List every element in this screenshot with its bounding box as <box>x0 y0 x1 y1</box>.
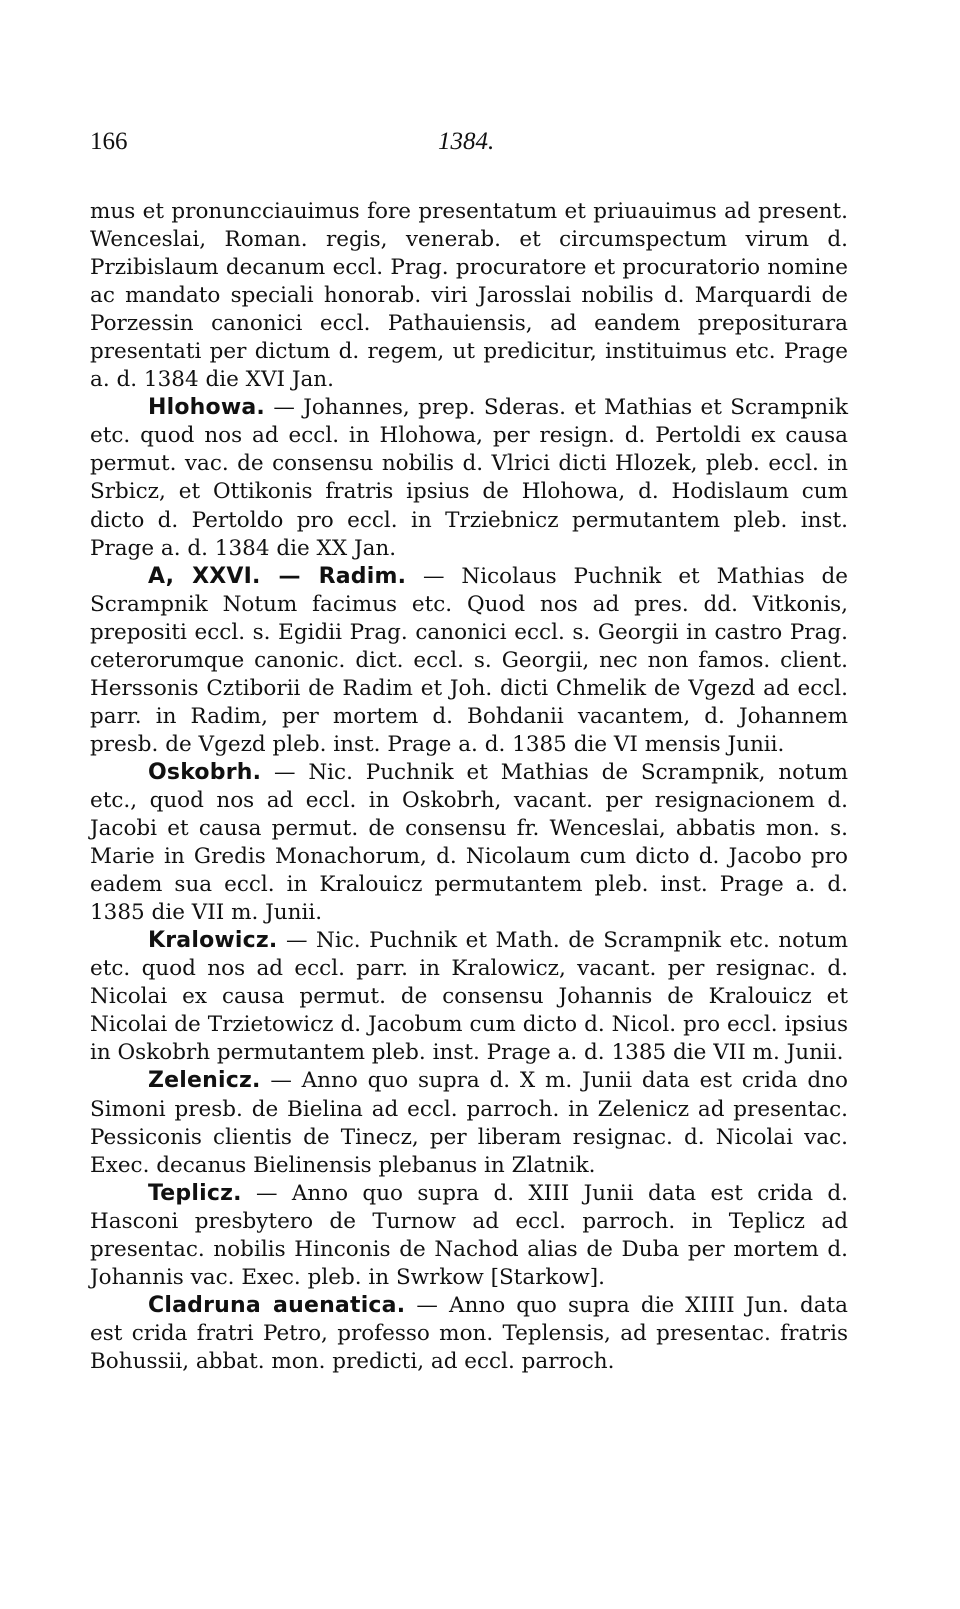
entry-radim <box>90 563 848 759</box>
entry-heading: Hlohowa. <box>148 395 265 421</box>
entry-heading: Zelenicz. <box>148 1068 261 1094</box>
entry-oskobrh <box>90 759 848 927</box>
body-text <box>90 198 848 1376</box>
running-title-year: 1384. <box>438 128 495 155</box>
entry-text: — Nicolaus Puchnik et Mathias de Scrampnik Notum facimus etc. Quod nos ad pres. dd. Vitkonis, prepositi eccl. s. Egidii Prag. canonici eccl. s. Georgii in castro Prag. ceterorumque canonic. dict. eccl. s. Georgii, nec non famos. client. Herssonis Cztiborii de Radim et Joh. dicti Chmelik de Vgezd ad eccl. parr. in Radim, per mortem d. Bohdanii vacantem, d. Johannem presb. de Vgezd pleb. inst. Prage a. d. 1385 die VI mensis Junii. <box>90 563 848 757</box>
entry-teplicz <box>90 1180 848 1292</box>
entry-heading: A, XXVI. — Radim. <box>148 563 407 589</box>
paragraph-continuation <box>90 198 848 394</box>
entry-heading: Cladruna auenatica. <box>148 1292 406 1318</box>
entry-kralowicz <box>90 927 848 1067</box>
entry-heading: Kralowicz. <box>148 928 278 954</box>
entry-heading: Teplicz. <box>148 1180 242 1206</box>
entry-zelenicz <box>90 1067 848 1179</box>
entry-hlohowa <box>90 394 848 562</box>
page-number: 166 <box>90 128 128 155</box>
entry-text: — Nic. Puchnik et Math. de Scrampnik etc. notum etc. quod nos ad eccl. parr. in Kralowicz, vacant. per resignac. d. Nicolai ex causa permut. de consensu Johannis de Kralouicz et Nicolai de Trzietowicz d. Jacobum cum dicto d. Nicol. pro eccl. ipsius in Oskobrh permutantem pleb. inst. Prage a. d. 1385 die VII m. Junii. <box>90 928 848 1066</box>
entry-text: — Anno quo supra d. XIII Junii data est crida d. Hasconi presbytero de Turnow ad eccl. parroch. in Teplicz ad presentac. nobilis Hinconis de Nachod alias de Duba per mortem d. Johannis vac. Exec. pleb. in Swrkow [Starkow]. <box>90 1180 848 1290</box>
entry-heading: Oskobrh. <box>148 759 262 785</box>
entry-text: — Anno quo supra d. X m. Junii data est crida dno Simoni presb. de Bielina ad eccl. parroch. in Zelenicz ad presentac. Pessiconis clientis de Tinecz, per liberam resignac. d. Nicolai vac. Exec. decanus Bielinensis plebanus in Zlatnik. <box>90 1068 848 1178</box>
entry-cladruna-auenatica <box>90 1292 848 1376</box>
entry-text: — Nic. Puchnik et Mathias de Scrampnik, notum etc., quod nos ad eccl. in Oskobrh, vacant. per resignacionem d. Jacobi et causa permut. de consensu fr. Wenceslai, abbatis mon. s. Marie in Gredis Monachorum, d. Nicolaum cum dicto d. Jacobo pro eadem sua eccl. in Kralouicz permutantem pleb. inst. Prage a. d. 1385 die VII m. Junii. <box>90 759 848 926</box>
entry-text: — Anno quo supra die XIIII Jun. data est crida fratri Petro, professo mon. Teplensis, ad presentac. fratris Bohussii, abbat. mon. predicti, ad eccl. parroch. <box>90 1292 848 1374</box>
entry-text: — Johannes, prep. Sderas. et Mathias et Scrampnik etc. quod nos ad eccl. in Hlohowa, per resign. d. Pertoldi ex causa permut. vac. de consensu nobilis d. Vlrici dicti Hlozek, pleb. eccl. in Srbicz, et Ottikonis fratris ipsius de Hlohowa, d. Hodislaum cum dicto d. Pertoldo pro eccl. in Trziebnicz permutantem pleb. inst. Prage a. d. 1384 die XX Jan. <box>90 395 848 561</box>
running-head <box>90 128 848 172</box>
paragraph-text: mus et pronuncciauimus fore presentatum et priuauimus ad present. Wenceslai, Roman. regis, venerab. et circumspectum virum d. Przibislaum decanum eccl. Prag. procuratore et procuratorio nomine ac mandato speciali honorab. viri Jarosslai nobilis d. Marquardi de Porzessin canonici eccl. Pathauiensis, ad eandem prepositurara presentati per dictum d. regem, ut predicitur, instituimus etc. Prage a. d. 1384 die XVI Jan. <box>90 199 848 393</box>
page <box>90 128 848 1376</box>
